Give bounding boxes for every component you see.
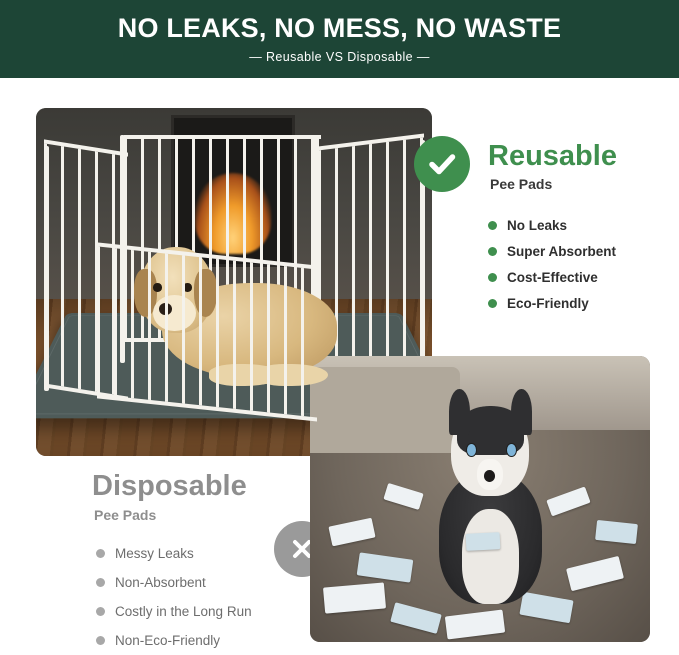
- pad-scrap: [466, 532, 501, 551]
- disposable-bullet-label: Costly in the Long Run: [115, 604, 252, 619]
- list-item: [96, 626, 312, 655]
- bullet-dot-icon: [96, 607, 105, 616]
- list-item: [488, 212, 616, 238]
- list-item: [96, 597, 312, 626]
- bullet-dot-icon: [488, 247, 497, 256]
- list-item: [488, 238, 616, 264]
- reusable-bullet-label: Super Absorbent: [507, 243, 617, 259]
- dog-ear-left: [449, 389, 470, 434]
- disposable-bullet-label: Non-Absorbent: [115, 575, 206, 590]
- disposable-bullet-label: Messy Leaks: [115, 546, 194, 561]
- playpen-panel-front: [97, 243, 317, 423]
- bullet-dot-icon: [96, 549, 105, 558]
- playpen-post-1: [44, 146, 49, 391]
- reusable-benefits-list: [488, 212, 616, 316]
- bullet-dot-icon: [488, 273, 497, 282]
- reusable-subtitle: Pee Pads: [490, 176, 553, 192]
- dog-eye-right: [506, 443, 517, 457]
- bullet-dot-icon: [96, 636, 105, 645]
- header-banner: [0, 0, 679, 78]
- pad-scrap: [323, 582, 386, 613]
- banner-subtitle: — Reusable VS Disposable —: [249, 49, 430, 64]
- bullet-dot-icon: [488, 299, 497, 308]
- list-item: [488, 264, 616, 290]
- disposable-section: [92, 472, 312, 655]
- reusable-bullet-label: No Leaks: [507, 217, 568, 233]
- banner-title: NO LEAKS, NO MESS, NO WASTE: [117, 13, 562, 44]
- dog-chest: [462, 509, 519, 604]
- disposable-pad-photo: [310, 356, 650, 642]
- disposable-title: Disposable: [92, 470, 247, 502]
- check-icon: [414, 136, 470, 192]
- bullet-dot-icon: [96, 578, 105, 587]
- list-item: [488, 290, 616, 316]
- reusable-bullet-label: Eco-Friendly: [507, 295, 589, 311]
- reusable-bullet-label: Cost-Effective: [507, 269, 598, 285]
- dog-ear-right: [511, 389, 532, 434]
- pad-scrap: [595, 520, 638, 544]
- disposable-subtitle: Pee Pads: [94, 507, 157, 523]
- dog-eye-left: [466, 443, 477, 457]
- list-item: [96, 568, 312, 597]
- bullet-dot-icon: [488, 221, 497, 230]
- husky-dog: [426, 402, 555, 608]
- disposable-bullet-label: Non-Eco-Friendly: [115, 633, 221, 648]
- reusable-title: Reusable: [488, 140, 617, 172]
